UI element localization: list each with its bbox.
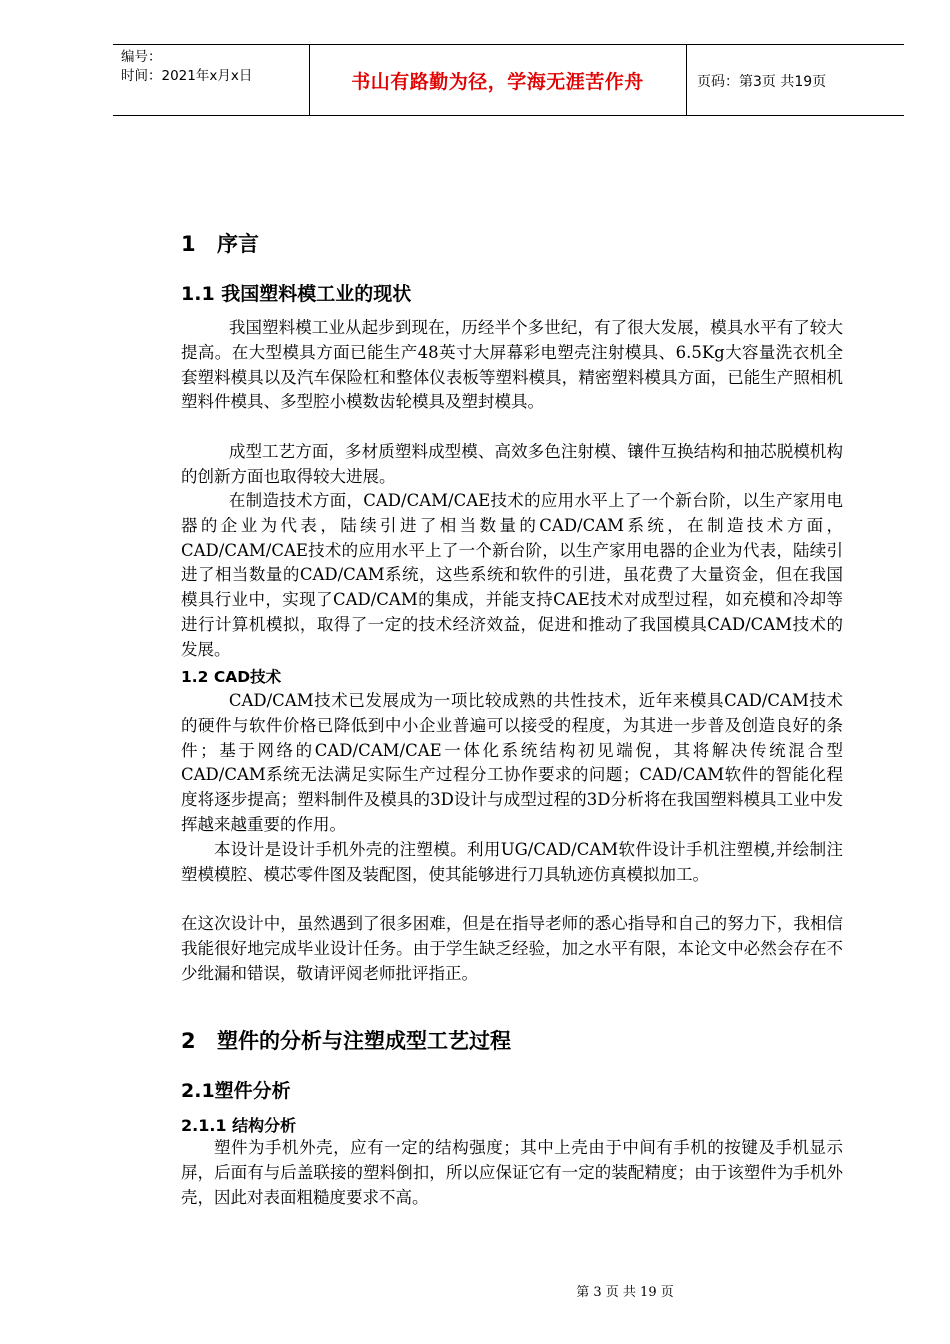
paragraph: CAD/CAM技术已发展成为一项比较成熟的共性技术，近年来模具CAD/CAM技术的硬件与软件价格已降低到中小企业普遍可以接受的程度，为其进一步普及创造良好的条件；基于网络的CAD/CAM/CAE一体化系统结构初见端倪，其将解决传统混合型CAD/CAM系统无法满足实际生产过程分工协作要求的问题；CAD/CAM软件的智能化程度将逐步提高；塑料制件及模具的3D设计与成型过程的3D分析将在我国塑料模具工业中发挥越来越重要的作用。: [181, 691, 843, 834]
number-label: 编号：: [121, 49, 162, 65]
page-header: [113, 44, 904, 116]
paragraph: 在这次设计中，虽然遇到了很多困难，但是在指导老师的悉心指导和自己的努力下，我相信我能很好地完成毕业设计任务。由于学生缺乏经验，加之水平有限，本论文中必然会存在不少纰漏和错误，敬请评阅老师批评指正。: [181, 914, 843, 983]
header-meta: [121, 48, 252, 86]
section-title: 塑件的分析与注塑成型工艺过程: [217, 1029, 511, 1053]
header-motto: 书山有路勤为径，学海无涯苦作舟: [351, 71, 644, 93]
paragraph: 本设计是设计手机外壳的注塑模。利用UG/CAD/CAM软件设计手机注塑模,并绘制注塑模模腔、模芯零件图及装配图，使其能够进行刀具轨迹仿真模拟加工。: [181, 840, 843, 884]
paragraph: 成型工艺方面，多材质塑料成型模、高效多色注射模、镶件互换结构和抽芯脱模机构的创新方面也取得较大进展。: [181, 442, 843, 486]
header-page-info: 页码：第3页 共19页: [697, 74, 827, 90]
section-2-heading: [181, 1025, 511, 1055]
section-1-1-heading: 1.1 我国塑料模工业的现状: [181, 283, 412, 305]
section-1-heading: [181, 228, 259, 258]
paragraph: 塑件为手机外壳，应有一定的结构强度；其中上壳由于中间有手机的按键及手机显示屏，后面有与后盖联接的塑料倒扣，所以应保证它有一定的装配精度；由于该塑件为手机外壳，因此对表面粗糙度要求不高。: [181, 1138, 843, 1207]
paragraph: 我国塑料模工业从起步到现在，历经半个多世纪，有了很大发展，模具水平有了较大提高。在大型模具方面已能生产48英寸大屏幕彩电塑壳注射模具、6.5Kg大容量洗衣机全套塑料模具以及汽车保险杠和整体仪表板等塑料模具，精密塑料模具方面，已能生产照相机塑料件模具、多型腔小模数齿轮模具及塑封模具。: [181, 318, 843, 412]
section-1-2-heading: 1.2 CAD技术: [181, 668, 282, 686]
page-footer: 第 3 页 共 19 页: [576, 1285, 674, 1300]
section-number: 2: [181, 1029, 196, 1053]
section-title: 序言: [217, 232, 259, 256]
header-divider: [686, 45, 687, 115]
paragraph: 在制造技术方面，CAD/CAM/CAE技术的应用水平上了一个新台阶，以生产家用电器的企业为代表，陆续引进了相当数量的CAD/CAM系统，在制造技术方面，CAD/CAM/CAE技术的应用水平上了一个新台阶，以生产家用电器的企业为代表，陆续引进了相当数量的CAD/CAM系统，这些系统和软件的引进，虽花费了大量资金，但在我国模具行业中，实现了CAD/CAM的集成，并能支持CAE技术对成型过程，如充模和冷却等进行计算机模拟，取得了一定的技术经济效益，促进和推动了我国模具CAD/CAM技术的发展。: [181, 491, 843, 659]
time-label: 时间：2021年x月x日: [121, 68, 253, 84]
section-2-1-1-heading: 2.1.1 结构分析: [181, 1116, 297, 1135]
section-number: 1: [181, 232, 196, 256]
section-2-1-heading: 2.1塑件分析: [181, 1080, 291, 1102]
